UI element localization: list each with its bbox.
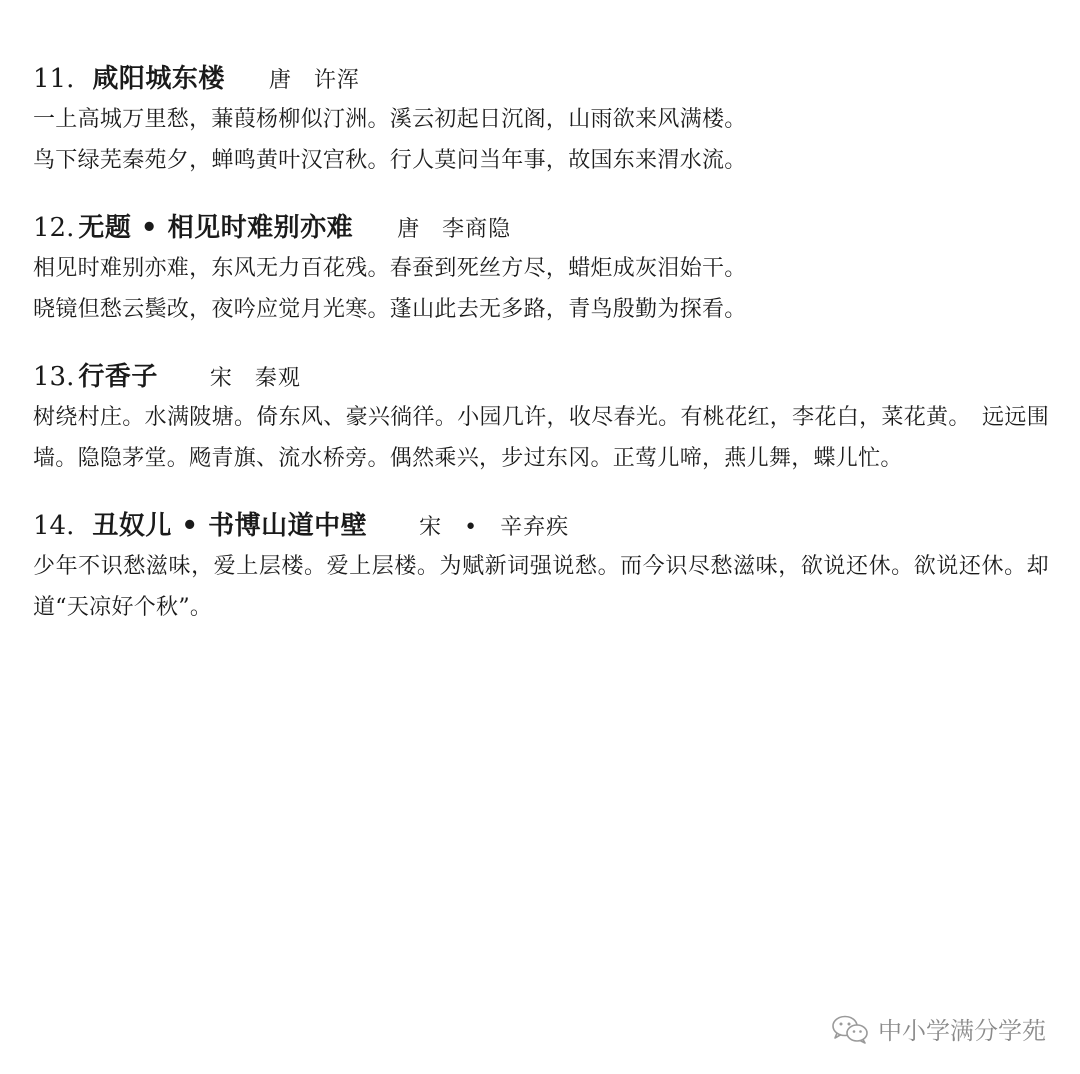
poem-dynasty: 宋 bbox=[419, 515, 443, 540]
poem-13 bbox=[33, 356, 1049, 479]
poem-line: 一上高城万里愁，蒹葭杨柳似汀洲。溪云初起日沉阁，山雨欲来风满楼。 bbox=[33, 107, 747, 132]
poem-title: 无题 • 相见时难别亦难 bbox=[78, 213, 354, 243]
poem-line: 鸟下绿芜秦苑夕，蝉鸣黄叶汉宫秋。行人莫问当年事，故国东来渭水流。 bbox=[33, 147, 747, 173]
poem-number: 12. bbox=[33, 213, 75, 243]
poem-document bbox=[33, 58, 1049, 628]
poem-body: 少年不识愁滋味，爱上层楼。爱上层楼。为赋新词强说愁。而今识尽愁滋味，欲说还休。欲说还休。却道“天凉好个秋”。 bbox=[33, 554, 1049, 620]
wechat-icon bbox=[830, 1014, 870, 1044]
poem-author-name: 辛弃疾 bbox=[500, 515, 570, 540]
poem-header bbox=[33, 207, 1049, 249]
poem-author-name: 李商隐 bbox=[442, 217, 512, 242]
poem-line: 相见时难别亦难，东风无力百花残。春蚕到死丝方尽，蜡炬成灰泪始干。 bbox=[33, 256, 747, 281]
poem-number: 13. bbox=[33, 362, 75, 392]
watermark bbox=[830, 1011, 1046, 1046]
poem-header bbox=[33, 58, 1049, 100]
poem-author bbox=[210, 358, 301, 400]
poem-dynasty: 唐 bbox=[397, 217, 421, 242]
poem-dynasty: 唐 bbox=[268, 68, 292, 93]
poem-number: 11. bbox=[33, 64, 75, 94]
poem-header bbox=[33, 505, 1049, 547]
poem-author-name: 秦观 bbox=[254, 366, 301, 391]
author-separator: • bbox=[464, 515, 479, 540]
poem-header bbox=[33, 356, 1049, 398]
poem-14 bbox=[33, 505, 1049, 628]
poem-author-name: 许浑 bbox=[313, 68, 360, 93]
poem-title: 行香子 bbox=[78, 362, 158, 392]
poem-line: 晓镜但愁云鬓改，夜吟应觉月光寒。蓬山此去无多路，青鸟殷勤为探看。 bbox=[33, 296, 747, 322]
watermark-text: 中小学满分学苑 bbox=[878, 1017, 1046, 1045]
poem-body: 树绕村庄。水满陂塘。倚东风、豪兴徜徉。小园几许，收尽春光。有桃花红，李花白，菜花黄。 远远围墙。隐隐茅堂。飏青旗、流水桥旁。偶然乘兴，步过东冈。正莺儿啼，燕儿舞，蝶儿忙。 bbox=[33, 405, 1049, 471]
poem-11 bbox=[33, 58, 1049, 181]
poem-author bbox=[419, 507, 569, 549]
poem-title: 丑奴儿 • 书博山道中壁 bbox=[92, 511, 368, 541]
poem-author bbox=[269, 60, 360, 102]
poem-dynasty: 宋 bbox=[209, 366, 233, 391]
poem-number: 14. bbox=[33, 511, 75, 541]
poem-title: 咸阳城东楼 bbox=[92, 64, 225, 94]
poem-author bbox=[397, 209, 511, 251]
poem-12 bbox=[33, 207, 1049, 330]
